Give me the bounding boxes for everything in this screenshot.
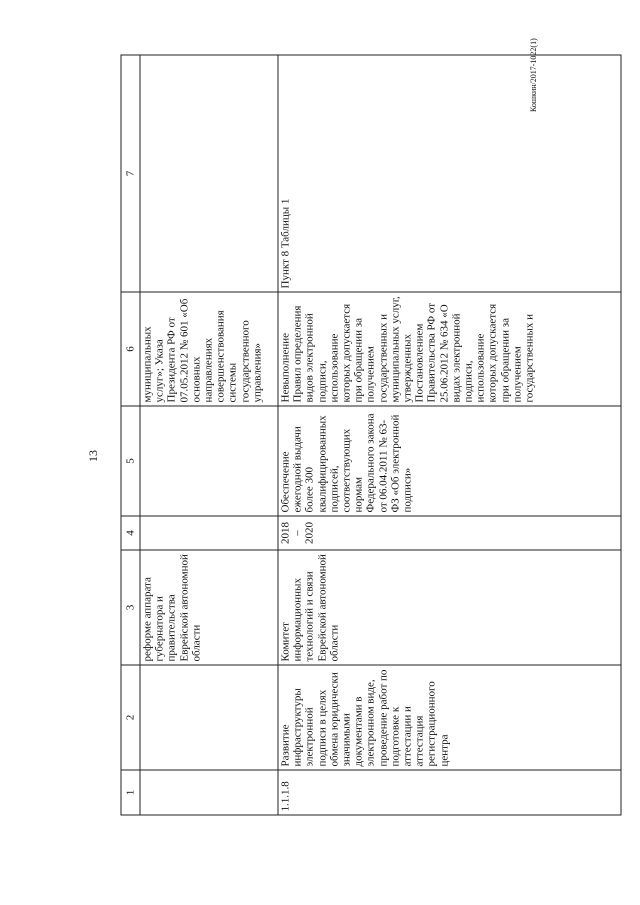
cell-result (140, 406, 278, 516)
cell-period (140, 516, 278, 550)
column-header: 4 (121, 516, 140, 550)
cell-executor: Комитет информационных технологий и связи Еврейской автономной области (278, 550, 621, 665)
cell-executor: реформе аппарата губернатора и правительства Еврейской автономной области (140, 550, 278, 665)
cell-consequences: муниципальных услуг»; Указа Президента РФ от 07.05.2012 № 601 «Об основных направлениях совершенствования системы государственного управления» (140, 292, 278, 406)
table-row (140, 55, 278, 815)
rotated-table-container (120, 55, 617, 815)
cell-activity: Развитие инфраструктуры электронной подписи в целях обмена юридически значимыми документами в электронном виде, проведение работ по подготовке к аттестации и аттестация регистрационного центра (278, 665, 621, 770)
cell-activity (140, 665, 278, 770)
column-header: 7 (121, 55, 140, 292)
cell-consequences: Невыполнение Правил определения видов электронной подписи, использование которых допускается при обращении за получением государственных и муниципальных услуг, утвержденных Постановлением Правительства РФ от 25.06.2012 № 634 «О видах электронной подписи, использование которых допускается при обращении за получением государственных и (278, 292, 621, 406)
cell-number: 1.1.1.8 (278, 770, 621, 815)
header-row (121, 55, 140, 815)
cell-period: 2018 – 2020 (278, 516, 621, 550)
page-number: 13 (86, 450, 100, 462)
table-row (278, 55, 621, 815)
cell-link (140, 55, 278, 292)
column-header: 2 (121, 665, 140, 770)
program-table (120, 54, 621, 815)
cell-result: Обеспечение ежегодной выдачи более 300 квалифицированных подписей, соответствующих нормам Федерального закона от 06.04.2011 № 63-ФЗ «Об электронной подписи» (278, 406, 621, 516)
column-header: 3 (121, 550, 140, 665)
column-header: 1 (121, 770, 140, 815)
column-header: 6 (121, 292, 140, 406)
cell-link: Пункт 8 Таблицы 1 (278, 55, 621, 292)
cell-number (140, 770, 278, 815)
column-header: 5 (121, 406, 140, 516)
document-code: Кошкин/2017-1022(1) (529, 38, 538, 112)
